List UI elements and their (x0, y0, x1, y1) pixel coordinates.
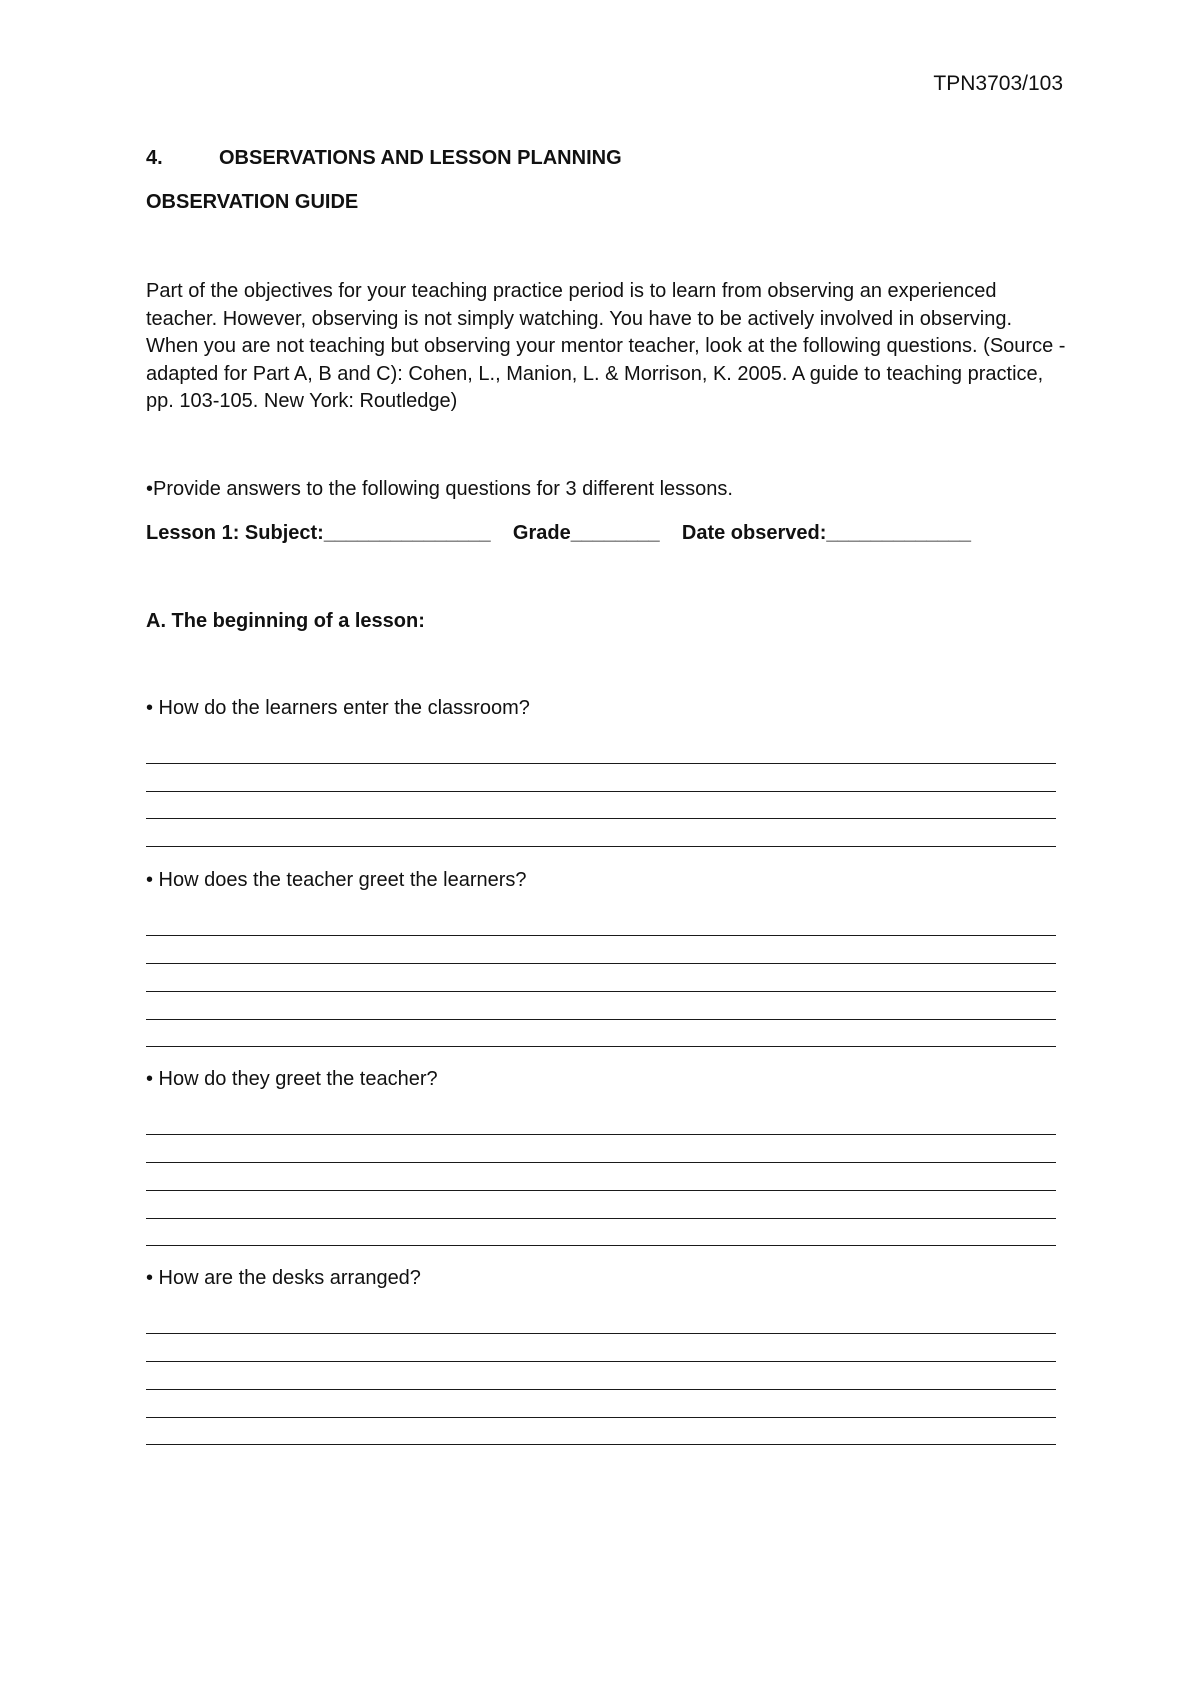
section-number: 4. (146, 147, 163, 169)
part-a-heading: A. The beginning of a lesson: (146, 610, 425, 632)
section-heading (146, 147, 622, 170)
answer-line[interactable] (146, 1417, 1056, 1418)
observation-guide-heading: OBSERVATION GUIDE (146, 191, 359, 213)
answer-line[interactable] (146, 1218, 1056, 1219)
answer-line[interactable] (146, 1361, 1056, 1362)
question-learners-enter: • How do the learners enter the classroom? (146, 697, 530, 719)
question-greet-teacher: • How do they greet the teacher? (146, 1068, 438, 1090)
answer-line[interactable] (146, 763, 1056, 764)
answer-line[interactable] (146, 1389, 1056, 1390)
answer-line[interactable] (146, 1444, 1056, 1445)
section-title: OBSERVATIONS AND LESSON PLANNING (219, 147, 622, 169)
intro-paragraph: Part of the objectives for your teaching practice period is to learn from observing an experienced teacher. However, observing is not simply watching. You have to be actively involved in observing. When you are not teaching but observing your mentor teacher, look at the following questions. (Source - adapted for Part A, B and C): Cohen, L., Manion, L. & Morrison, K. 2005. A guide to teaching practice, pp. 103-105. New York: Routledge) (146, 280, 1066, 412)
answer-line[interactable] (146, 846, 1056, 847)
answer-line[interactable] (146, 1190, 1056, 1191)
question-desks-arranged: • How are the desks arranged? (146, 1267, 421, 1289)
course-code: TPN3703/103 (933, 72, 1063, 95)
answer-line[interactable] (146, 963, 1056, 964)
question-teacher-greets: • How does the teacher greet the learners? (146, 869, 527, 891)
answer-line[interactable] (146, 1019, 1056, 1020)
answer-line[interactable] (146, 1046, 1056, 1047)
answer-line[interactable] (146, 1162, 1056, 1163)
lesson-details-row: Lesson 1: Subject:_______________ Grade________ Date observed:_____________ (146, 522, 971, 544)
answer-line[interactable] (146, 818, 1056, 819)
answer-line[interactable] (146, 1333, 1056, 1334)
answer-line[interactable] (146, 935, 1056, 936)
answer-line[interactable] (146, 1245, 1056, 1246)
answer-line[interactable] (146, 1134, 1056, 1135)
answer-line[interactable] (146, 791, 1056, 792)
answer-line[interactable] (146, 991, 1056, 992)
instruction-text: •Provide answers to the following questions for 3 different lessons. (146, 478, 733, 500)
